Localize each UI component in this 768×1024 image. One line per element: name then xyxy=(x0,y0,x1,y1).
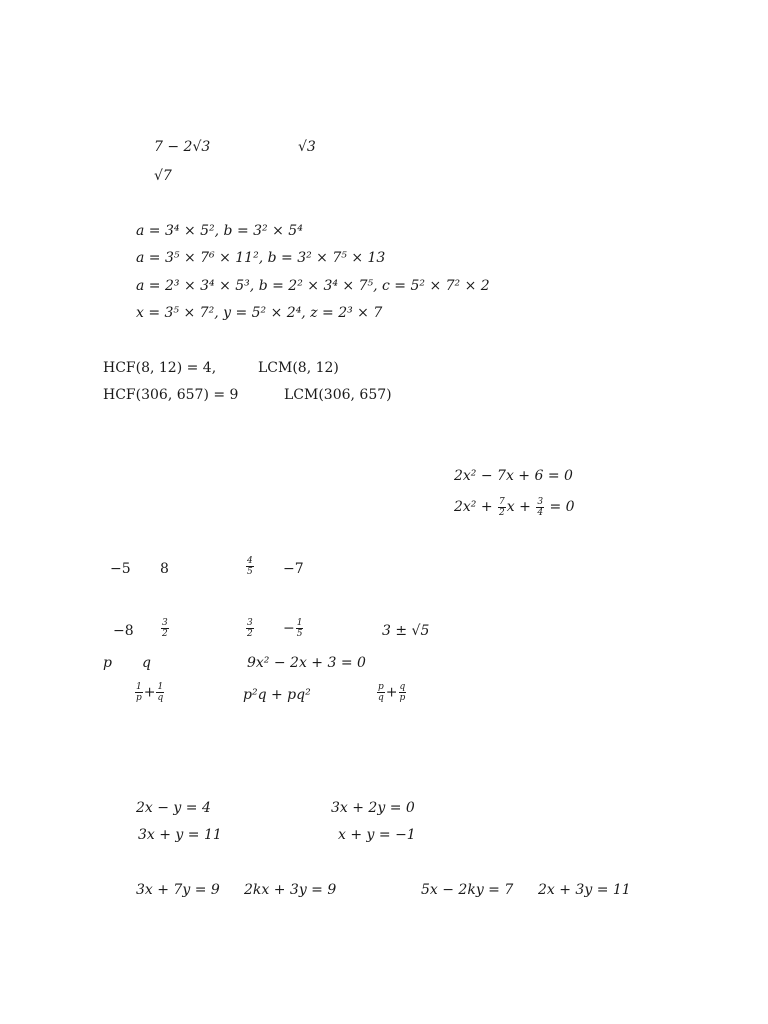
value-neg7: −7 xyxy=(283,561,304,577)
factor-line-2: a = 3⁵ × 7⁶ × 11², b = 3² × 7⁵ × 13 xyxy=(136,250,386,266)
quadratic-eq-1: 2x² − 7x + 6 = 0 xyxy=(454,468,573,484)
value-neg5: −5 xyxy=(110,561,131,577)
linear-eq-g: 5x − 2ky = 7 xyxy=(421,882,514,898)
linear-eq-d: x + y = −1 xyxy=(338,827,416,843)
quadratic-eq-3: 9x² − 2x + 3 = 0 xyxy=(247,655,366,671)
factor-line-4: x = 3⁵ × 7², y = 5² × 2⁴, z = 2³ × 7 xyxy=(136,305,383,321)
linear-eq-b: 3x + 2y = 0 xyxy=(331,800,415,816)
expr-7-minus-2-root3: 7 − 2√3 xyxy=(154,139,211,155)
var-p: p xyxy=(103,655,112,671)
lcm-306-657: LCM(306, 657) xyxy=(284,387,392,403)
expr-p2q-plus-pq2: p²q + pq² xyxy=(243,687,311,703)
linear-eq-c: 3x + y = 11 xyxy=(138,827,222,843)
value-3-pm-root5: 3 ± √5 xyxy=(382,623,430,639)
expr-pq-plus-qp: $\frac{p}{q}$ + $\frac{q}{p}$ xyxy=(378,682,406,703)
fraction-3-2-b: $\frac{3}{2}$ xyxy=(247,618,253,639)
quadratic-eq-2: 2x² + $\frac{7}{2}$ x + $\frac{3}{4}$ = 0 xyxy=(454,496,575,518)
factor-line-1: a = 3⁴ × 5², b = 3² × 5⁴ xyxy=(136,223,303,239)
value-neg8: −8 xyxy=(113,623,134,639)
linear-eq-e: 3x + 7y = 9 xyxy=(136,882,220,898)
linear-eq-h: 2x + 3y = 11 xyxy=(538,882,631,898)
var-q: q xyxy=(142,655,151,671)
factor-line-3: a = 2³ × 3⁴ × 5³, b = 2² × 3⁴ × 7⁵, c = 5² × 7² × 2 xyxy=(136,278,490,294)
fraction-3-2-a: $\frac{3}{2}$ xyxy=(162,618,168,639)
hcf-8-12: HCF(8, 12) = 4, xyxy=(103,360,217,376)
expr-root3: √3 xyxy=(298,139,316,155)
lcm-8-12: LCM(8, 12) xyxy=(258,360,339,376)
hcf-306-657: HCF(306, 657) = 9 xyxy=(103,387,239,403)
fraction-4-5: $\frac{4}{5}$ xyxy=(247,556,253,577)
linear-eq-a: 2x − y = 4 xyxy=(136,800,211,816)
linear-eq-f: 2kx + 3y = 9 xyxy=(244,882,337,898)
value-8: 8 xyxy=(160,561,169,577)
expr-root7: √7 xyxy=(154,168,172,184)
expr-1p-plus-1q: $\frac{1}{p}$ + $\frac{1}{q}$ xyxy=(135,682,164,703)
fraction-neg-1-5: − $\frac{1}{5}$ xyxy=(283,618,303,639)
